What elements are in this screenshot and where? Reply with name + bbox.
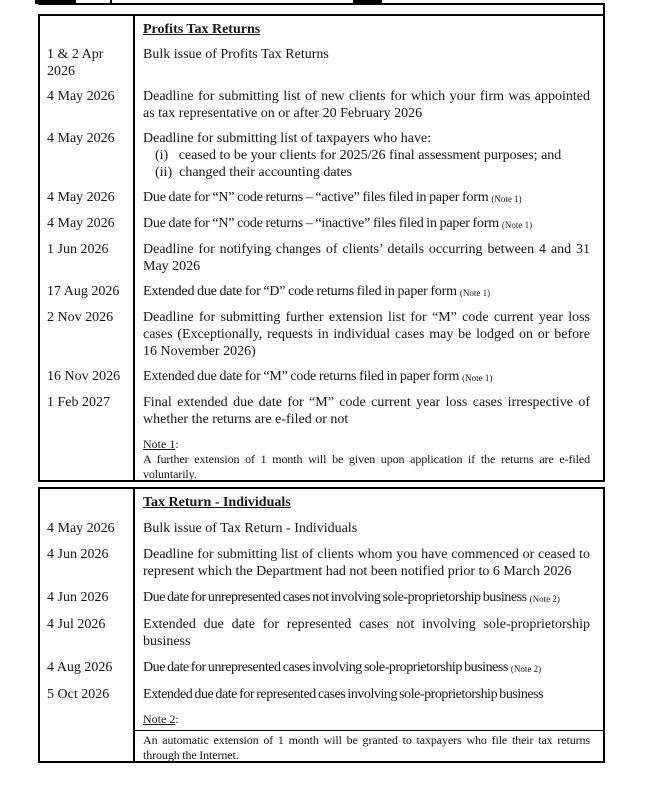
description-cell bbox=[133, 368, 603, 386]
table-row bbox=[40, 394, 603, 428]
description-cell bbox=[133, 215, 603, 233]
description-cell: Deadline for submitting list of new clients for which your firm was appointed as tax representative on or after 20 February 2026 bbox=[143, 89, 590, 121]
list-item: (ii) changed their accounting dates bbox=[155, 165, 353, 180]
note-reference: (Note 2) bbox=[510, 664, 542, 674]
date-cell: 2 Nov 2026 bbox=[47, 310, 114, 325]
description-cell: Extended due date for represented cases involving sole-proprietorship business bbox=[143, 687, 544, 702]
note-label: Note 2: bbox=[143, 712, 179, 726]
date-cell: 1 Jun 2026 bbox=[47, 242, 109, 257]
description-cell bbox=[133, 494, 603, 511]
note-reference: (Note 1) bbox=[462, 373, 493, 383]
date-cell: 1 Feb 2027 bbox=[47, 395, 110, 410]
description-cell: Extended due date for represented cases not involving sole-proprietorship business bbox=[143, 617, 590, 649]
date-cell: 4 May 2026 bbox=[47, 89, 115, 104]
note-label: Note 1: bbox=[143, 437, 179, 451]
date-cell: 4 May 2026 bbox=[47, 521, 115, 536]
date-cell: 4 May 2026 bbox=[47, 190, 115, 205]
table-row bbox=[40, 437, 603, 482]
description-cell bbox=[133, 659, 603, 677]
date-cell: 4 Jul 2026 bbox=[47, 617, 106, 632]
description-text: Due date for “N” code returns – “active” files filed in paper form bbox=[143, 190, 489, 205]
description-text: Due date for unrepresented cases not involving sole-proprietorship business bbox=[143, 590, 527, 605]
note-cell bbox=[133, 712, 603, 763]
table-row bbox=[40, 21, 603, 38]
tax-return-individuals-table bbox=[38, 487, 605, 763]
description-text: Extended due date for “D” code returns filed in paper form bbox=[143, 284, 457, 299]
note-divider-line bbox=[133, 730, 603, 731]
previous-table-bottom-border bbox=[38, 3, 605, 5]
note-reference: (Note 1) bbox=[501, 220, 533, 230]
description-cell: Bulk issue of Tax Return - Individuals bbox=[143, 521, 358, 536]
description-cell: Final extended due date for “M” code current year loss cases irrespective of whether the returns are e-filed or not bbox=[143, 395, 590, 427]
table-row bbox=[40, 88, 603, 122]
date-cell: 4 Jun 2026 bbox=[47, 547, 109, 562]
description-line: Deadline for submitting list of taxpayers who have: bbox=[143, 131, 432, 146]
date-cell: 4 Jun 2026 bbox=[47, 590, 109, 605]
table-row bbox=[40, 368, 603, 386]
note-reference: (Note 1) bbox=[459, 288, 491, 298]
table-row bbox=[40, 494, 603, 511]
date-cell bbox=[40, 437, 133, 482]
table-row bbox=[40, 215, 603, 233]
table-row bbox=[40, 283, 603, 301]
section-heading: Profits Tax Returns bbox=[143, 22, 261, 37]
table-row bbox=[40, 241, 603, 275]
description-text: Extended due date for “M” code returns filed in paper form bbox=[143, 369, 460, 384]
table-row bbox=[40, 659, 603, 677]
table-row bbox=[40, 520, 603, 537]
date-cell: 4 May 2026 bbox=[47, 131, 115, 146]
description-cell bbox=[133, 283, 603, 301]
description-cell bbox=[133, 589, 603, 607]
note-reference: (Note 2) bbox=[529, 594, 560, 604]
list-item: (i) ceased to be your clients for 2025/26 final assessment purposes; and bbox=[155, 148, 562, 163]
description-cell bbox=[133, 189, 603, 207]
description-cell: Deadline for submitting list of clients whom you have commenced or ceased to represent which the Department had not been notified prior to 6 March 2026 bbox=[143, 547, 590, 579]
date-cell: 17 Aug 2026 bbox=[47, 284, 120, 299]
table-row bbox=[40, 686, 603, 703]
description-cell bbox=[133, 130, 603, 181]
date-cell bbox=[40, 21, 133, 38]
table-row bbox=[40, 46, 603, 80]
column-divider bbox=[133, 489, 135, 761]
description-cell: Deadline for submitting further extension list for “M” code current year loss cases (Exceptionally, requests in individual cases may be lodged on or before 16 November 2026) bbox=[143, 310, 590, 359]
note-reference: (Note 1) bbox=[491, 194, 522, 204]
table-row bbox=[40, 712, 603, 763]
date-cell: 4 Aug 2026 bbox=[47, 660, 113, 675]
note-cell bbox=[133, 437, 603, 482]
description-cell bbox=[133, 21, 603, 38]
table-row bbox=[40, 546, 603, 580]
note-text: An automatic extension of 1 month will be granted to taxpayers who file their tax returns through the Internet. bbox=[143, 733, 590, 762]
description-cell: Bulk issue of Profits Tax Returns bbox=[143, 47, 329, 62]
table-row bbox=[40, 616, 603, 650]
table-row bbox=[40, 130, 603, 181]
table-row bbox=[40, 309, 603, 360]
description-text: Due date for “N” code returns – “inactive” files filed in paper form bbox=[143, 216, 499, 231]
date-cell: 4 May 2026 bbox=[47, 216, 115, 231]
table-row bbox=[40, 189, 603, 207]
description-text: Due date for unrepresented cases involving sole-proprietorship business bbox=[143, 660, 508, 675]
note-text: A further extension of 1 month will be given upon application if the returns are e-filed voluntarily. bbox=[143, 452, 590, 481]
date-cell: 5 Oct 2026 bbox=[47, 687, 110, 702]
description-cell: Deadline for notifying changes of clients’ details occurring between 4 and 31 May 2026 bbox=[143, 242, 590, 274]
profits-tax-returns-table bbox=[38, 14, 605, 482]
date-cell bbox=[40, 712, 133, 763]
date-cell: 16 Nov 2026 bbox=[47, 369, 121, 384]
table-row bbox=[40, 589, 603, 607]
date-cell: 1 & 2 Apr 2026 bbox=[47, 47, 104, 79]
section-heading: Tax Return - Individuals bbox=[143, 495, 291, 510]
date-cell bbox=[40, 494, 133, 511]
column-divider bbox=[133, 16, 135, 480]
